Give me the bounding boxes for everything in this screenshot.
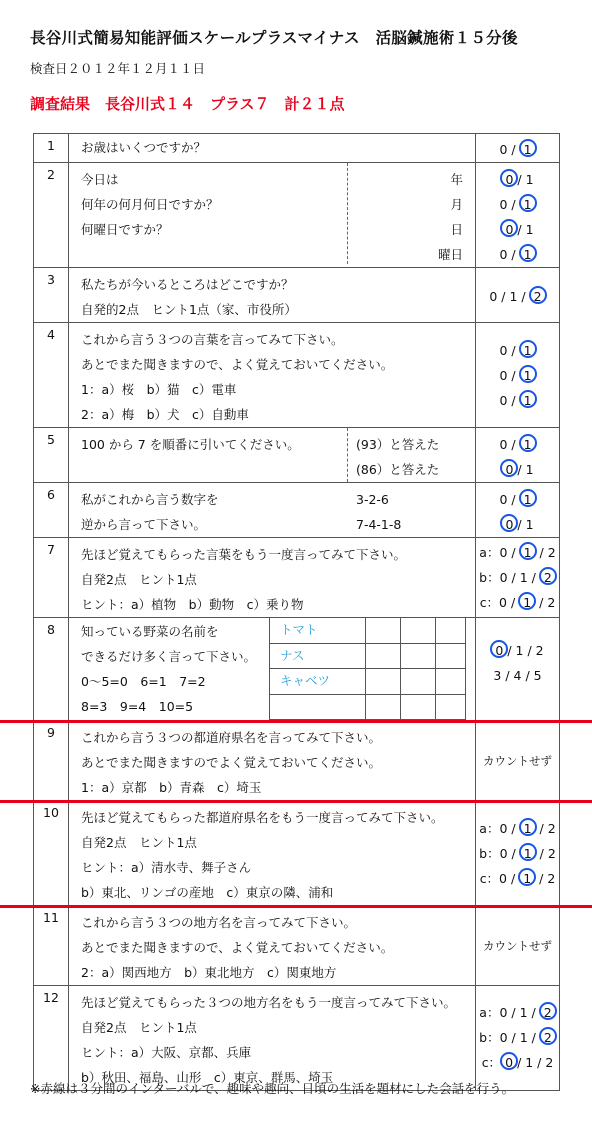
row-number: 6 [34, 483, 69, 538]
score-cell: 0 / 1 / 2 3 / 4 / 5 [476, 618, 560, 721]
row-number: 7 [34, 538, 69, 618]
score-circle: 1 [518, 592, 536, 610]
question-text: 今日は [81, 172, 119, 187]
question-text: これから言う３つの地方名を言ってみて下さい。 [81, 915, 357, 930]
question-text: 先ほど覚えてもらった都道府県名をもう一度言ってみて下さい。 [81, 810, 444, 825]
sub-label: 曜日 [437, 247, 463, 262]
question-cell [69, 618, 476, 721]
question-cell [69, 163, 476, 268]
sub-label: (86）と答えた [356, 462, 440, 477]
question-text: 1：a）京都 b）青森 c）埼玉 [81, 780, 262, 795]
question-text: これから言う３つの言葉を言ってみて下さい。 [81, 332, 344, 347]
row-number: 10 [34, 801, 69, 906]
question-text: 自発2点 ヒント1点 [81, 835, 197, 850]
question-text: ヒント：a）清水寺、舞子さん [81, 860, 252, 875]
row-number: 8 [34, 618, 69, 721]
score-cell: a：0 / 1 / 2 b：0 / 1 / 2 c： 0 / 1 / 2 [476, 986, 560, 1091]
score-circle: 0 [500, 514, 518, 532]
question-text: 私がこれから言う数字を [81, 492, 219, 507]
question-text: 自発的2点 ヒント1点（家、市役所） [81, 302, 297, 317]
sub-label: 7-4-1-8 [356, 517, 402, 532]
score-circle: 1 [519, 365, 537, 383]
question-text: 自発2点 ヒント1点 [81, 1020, 197, 1035]
score-circle: 1 [519, 489, 537, 507]
score-cell: 0 / 1 0 / 1 0 / 1 0 / 1 [476, 163, 560, 268]
question-text: あとでまた聞きますので、よく覚えておいてください。 [81, 357, 394, 372]
score-cell: 0 / 1 [476, 134, 560, 163]
question-text: 何曜日ですか？ [81, 222, 169, 237]
question-text: 先ほど覚えてもらった言葉をもう一度言ってみて下さい。 [81, 547, 407, 562]
question-text: b）東北、リンゴの産地 c）東京の隣、浦和 [81, 885, 334, 900]
score-circle: 1 [519, 542, 537, 560]
vegetable-answer: キャベツ [270, 669, 366, 695]
table-row [34, 483, 560, 538]
table-row [34, 986, 560, 1091]
vegetable-answer: ナス [270, 643, 366, 669]
table-row [34, 163, 560, 268]
assessment-table [33, 133, 560, 1091]
score-circle: 1 [518, 868, 536, 886]
question-text: 2：a）関西地方 b）東北地方 c）関東地方 [81, 965, 337, 980]
page-title: 長谷川式簡易知能評価スケールプラスマイナス 活脳鍼施術１５分後 [30, 29, 518, 47]
vegetable-grid [269, 617, 466, 720]
question-text: 1：a）桜 b）猫 c）電車 [81, 382, 237, 397]
row-number: 2 [34, 163, 69, 268]
question-cell [69, 986, 476, 1091]
row-number: 5 [34, 428, 69, 483]
question-text: 逆から言って下さい。 [81, 517, 207, 532]
interval-divider-red [0, 905, 592, 908]
score-circle: 1 [519, 139, 537, 157]
score-cell: a：0 / 1 / 2 b：0 / 1 / 2 c：0 / 1 / 2 [476, 538, 560, 618]
sub-label: 月 [450, 197, 463, 212]
question-text: b）秋田、福島、山形 c）東京、群馬、埼玉 [81, 1070, 334, 1085]
question-cell [69, 721, 476, 801]
score-cell: カウントせず [476, 906, 560, 986]
table-row [34, 323, 560, 428]
question-cell [69, 134, 476, 163]
question-text: 何年の何月何日ですか？ [81, 197, 219, 212]
question-text: ヒント：a）大阪、京都、兵庫 [81, 1045, 252, 1060]
row-number: 9 [34, 721, 69, 801]
score-circle: 1 [519, 340, 537, 358]
question-text: あとでまた聞きますのでよく覚えておいてください。 [81, 755, 382, 770]
question-text: 私たちが今いるところはどこですか？ [81, 277, 294, 292]
question-text: 自発2点 ヒント1点 [81, 572, 197, 587]
question-cell [69, 538, 476, 618]
question-text: ヒント：a）植物 b）動物 c）乗り物 [81, 597, 304, 612]
question-text: 8=3 9=4 10=5 [81, 699, 194, 714]
score-circle: 1 [519, 818, 537, 836]
table-row [34, 134, 560, 163]
score-circle: 0 [490, 640, 508, 658]
score-circle: 1 [519, 434, 537, 452]
score-cell: a：0 / 1 / 2 b：0 / 1 / 2 c：0 / 1 / 2 [476, 801, 560, 906]
sub-label: 年 [450, 172, 463, 187]
question-cell [69, 906, 476, 986]
question-text: 0〜5=0 6=1 7=2 [81, 674, 206, 689]
row-number: 1 [34, 134, 69, 163]
question-text: お歳はいくつですか？ [81, 140, 207, 155]
exam-date: 検査日２０１２年１２月１１日 [30, 61, 206, 76]
sub-label: (93）と答えた [356, 437, 440, 452]
question-text: 知っている野菜の名前を [81, 624, 219, 639]
score-cell: カウントせず [476, 721, 560, 801]
question-cell [69, 801, 476, 906]
table-row [34, 538, 560, 618]
score-circle: 0 [500, 459, 518, 477]
score-circle: 0 [500, 1052, 518, 1070]
vegetable-answer: トマト [270, 618, 366, 644]
table-row [34, 618, 560, 721]
result-summary: 調査結果 長谷川式１４ プラス７ 計２１点 [30, 95, 345, 113]
score-circle: 1 [519, 244, 537, 262]
score-circle: 0 [500, 219, 518, 237]
score-circle: 2 [539, 1002, 557, 1020]
row-number: 4 [34, 323, 69, 428]
table-row [34, 268, 560, 323]
question-cell [69, 428, 476, 483]
question-text: これから言う３つの都道府県名を言ってみて下さい。 [81, 730, 382, 745]
score-cell: 0 / 1 0 / 1 [476, 428, 560, 483]
table-row [34, 906, 560, 986]
score-cell: 0 / 1 0 / 1 0 / 1 [476, 323, 560, 428]
sub-label: 日 [450, 222, 463, 237]
score-circle: 1 [519, 843, 537, 861]
interval-divider-red [0, 720, 592, 723]
question-text: 2：a）梅 b）犬 c）自動車 [81, 407, 249, 422]
score-circle: 1 [519, 194, 537, 212]
question-text: 先ほど覚えてもらった３つの地方名をもう一度言ってみて下さい。 [81, 995, 457, 1010]
question-cell [69, 268, 476, 323]
question-text: 100 から 7 を順番に引いてください。 [81, 437, 300, 452]
interval-divider-red [0, 800, 592, 803]
table-row [34, 428, 560, 483]
score-circle: 2 [539, 1027, 557, 1045]
score-circle: 1 [519, 390, 537, 408]
score-circle: 2 [539, 567, 557, 585]
footnote: ※赤線は３分間のインターバルで、趣味や趣向、日頃の生活を題材にした会話を行う。 [30, 1081, 515, 1096]
score-cell: 0 / 1 0 / 1 [476, 483, 560, 538]
score-cell: 0 / 1 / 2 [476, 268, 560, 323]
row-number: 12 [34, 986, 69, 1091]
question-cell [69, 483, 476, 538]
question-cell [69, 323, 476, 428]
score-circle: 2 [529, 286, 547, 304]
sub-label: 3-2-6 [356, 492, 389, 507]
question-text: あとでまた聞きますので、よく覚えておいてください。 [81, 940, 394, 955]
row-number: 3 [34, 268, 69, 323]
row-number: 11 [34, 906, 69, 986]
table-row [34, 801, 560, 906]
score-circle: 0 [500, 169, 518, 187]
question-text: できるだけ多く言って下さい。 [81, 649, 257, 664]
table-row [34, 721, 560, 801]
